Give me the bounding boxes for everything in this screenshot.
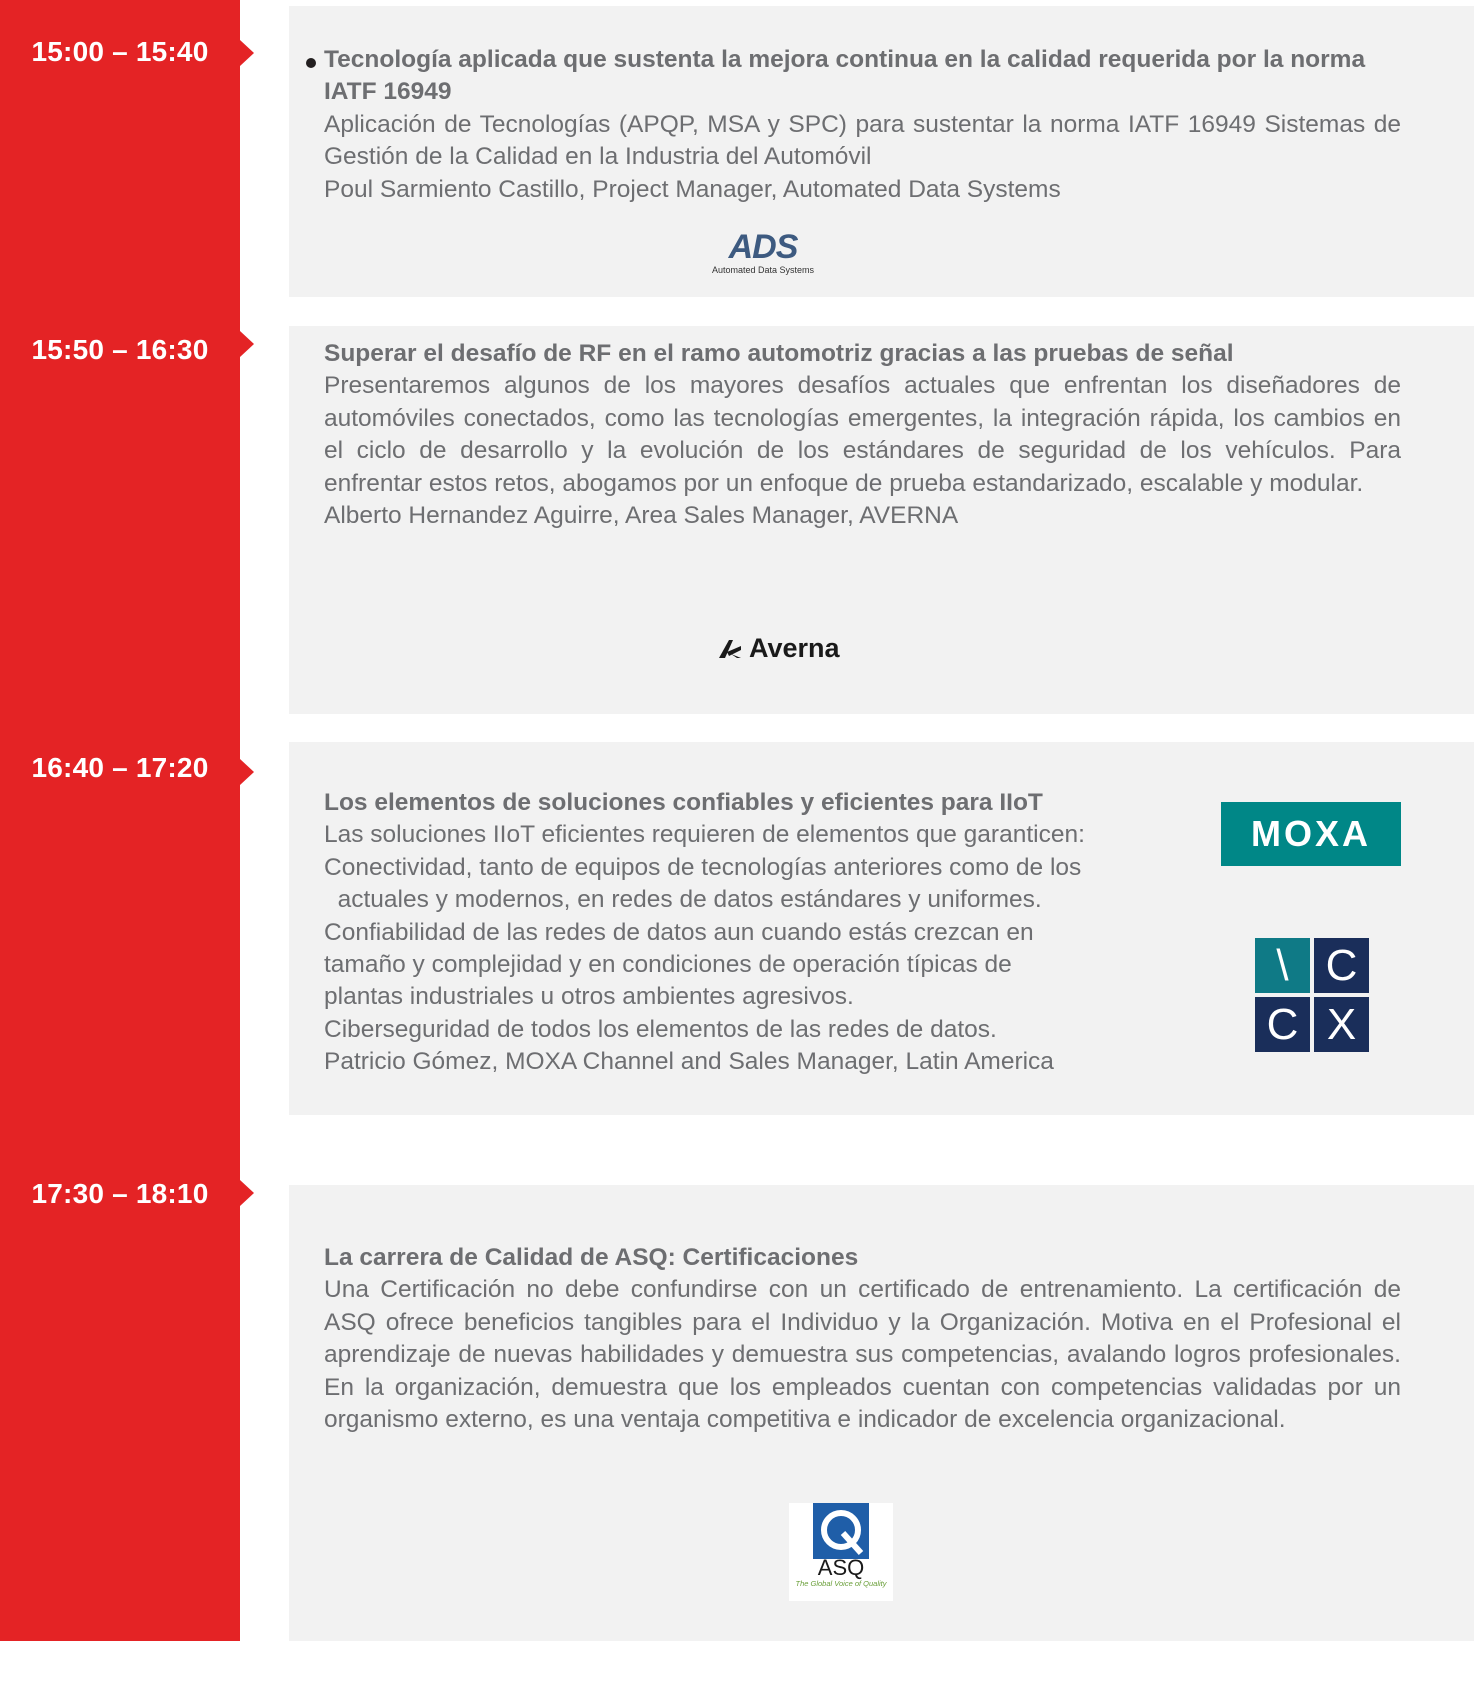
ccx-cell: C [1255, 997, 1310, 1052]
session-card [289, 1185, 1474, 1641]
timeline-arrow [240, 331, 254, 357]
asq-q-icon [813, 1503, 869, 1559]
moxa-logo-word: MOXA [1251, 813, 1371, 854]
session-time: 15:50 – 16:30 [31, 334, 209, 365]
session-line: tamaño y complejidad y en condiciones de operación típicas de [324, 951, 1012, 979]
session-line: Confiabilidad de las redes de datos aun cuando estás crezcan en [324, 918, 1034, 946]
session-description: Presentaremos algunos de los mayores desafíos actuales que enfrentan los diseñadores de automóviles conectados, como las tecnologías emergentes, la integración rápida, los cambios en el ciclo de desarrollo y la evolución de los estándares de seguridad de los vehículos. Para enfrentar estos retos, abogamos por un enfoque de prueba estandarizado, escalable y modular. [324, 372, 1401, 497]
ccx-logo [1255, 938, 1369, 1052]
averna-logo [717, 633, 840, 663]
session-line: actuales y modernos, en redes de datos estándares y uniformes. [324, 886, 1042, 914]
session-speaker: Poul Sarmiento Castillo, Project Manager, Automated Data Systems [324, 175, 1061, 203]
session-time: 15:00 – 15:40 [31, 36, 209, 67]
averna-logo-word: Averna [749, 633, 840, 663]
session-line: Ciberseguridad de todos los elementos de las redes de datos. [324, 1015, 997, 1043]
session-title: La carrera de Calidad de ASQ: Certificaciones [324, 1244, 859, 1271]
asq-logo [789, 1503, 893, 1601]
ccx-cell: C [1314, 938, 1369, 993]
asq-logo-tagline: The Global Voice of Quality [795, 1579, 887, 1588]
averna-mark-icon [717, 636, 743, 660]
session-line: Conectividad, tanto de equipos de tecnologías anteriores como de los [324, 853, 1082, 881]
session-line: Las soluciones IIoT eficientes requieren de elementos que garanticen: [324, 821, 1085, 849]
session-line: plantas industriales u otros ambientes agresivos. [324, 983, 854, 1011]
session-card [289, 6, 1474, 297]
timeline-arrow [240, 1180, 254, 1206]
ads-logo-word: ADS [728, 228, 798, 266]
asq-logo-word: ASQ [817, 1555, 865, 1580]
timeline-bar [0, 0, 240, 1641]
ccx-cell: \ [1255, 938, 1310, 993]
timeline-arrow [240, 40, 254, 66]
ccx-cell: X [1314, 997, 1369, 1052]
session-title: Superar el desafío de RF en el ramo automotriz gracias a las pruebas de señal [324, 340, 1234, 367]
bullet-icon [306, 58, 316, 68]
ads-logo-sub: Automated Data Systems [711, 265, 815, 275]
ads-logo [704, 230, 822, 276]
session-card [289, 326, 1474, 714]
session-speaker: Patricio Gómez, MOXA Channel and Sales Manager, Latin America [324, 1048, 1054, 1076]
timeline-arrow [240, 759, 254, 785]
session-title: Los elementos de soluciones confiables y eficientes para IIoT [324, 789, 1043, 816]
session-description: Una Certificación no debe confundirse con un certificado de entrenamiento. La certificación de ASQ ofrece beneficios tangibles para el Individuo y la Organización. Motiva en el Profesional el aprendizaje de nuevas habilidades y demuestra sus competencias, avalando logros profesionales. En la organización, demuestra que los empleados cuentan con competencias validadas por un organismo externo, es una ventaja competitiva e indicador de excelencia organizacional. [324, 1276, 1401, 1434]
session-description: Aplicación de Tecnologías (APQP, MSA y SPC) para sustentar la norma IATF 16949 Sistemas de Gestión de la Calidad en la Industria del Automóvil [324, 110, 1401, 171]
session-card [289, 742, 1474, 1115]
session-title: Tecnología aplicada que sustenta la mejora continua en la calidad requerida por la norma IATF 16949 [324, 46, 1366, 106]
session-time: 16:40 – 17:20 [31, 752, 209, 783]
moxa-logo [1221, 802, 1401, 866]
session-speaker: Alberto Hernandez Aguirre, Area Sales Manager, AVERNA [324, 502, 959, 530]
session-time: 17:30 – 18:10 [31, 1178, 209, 1209]
